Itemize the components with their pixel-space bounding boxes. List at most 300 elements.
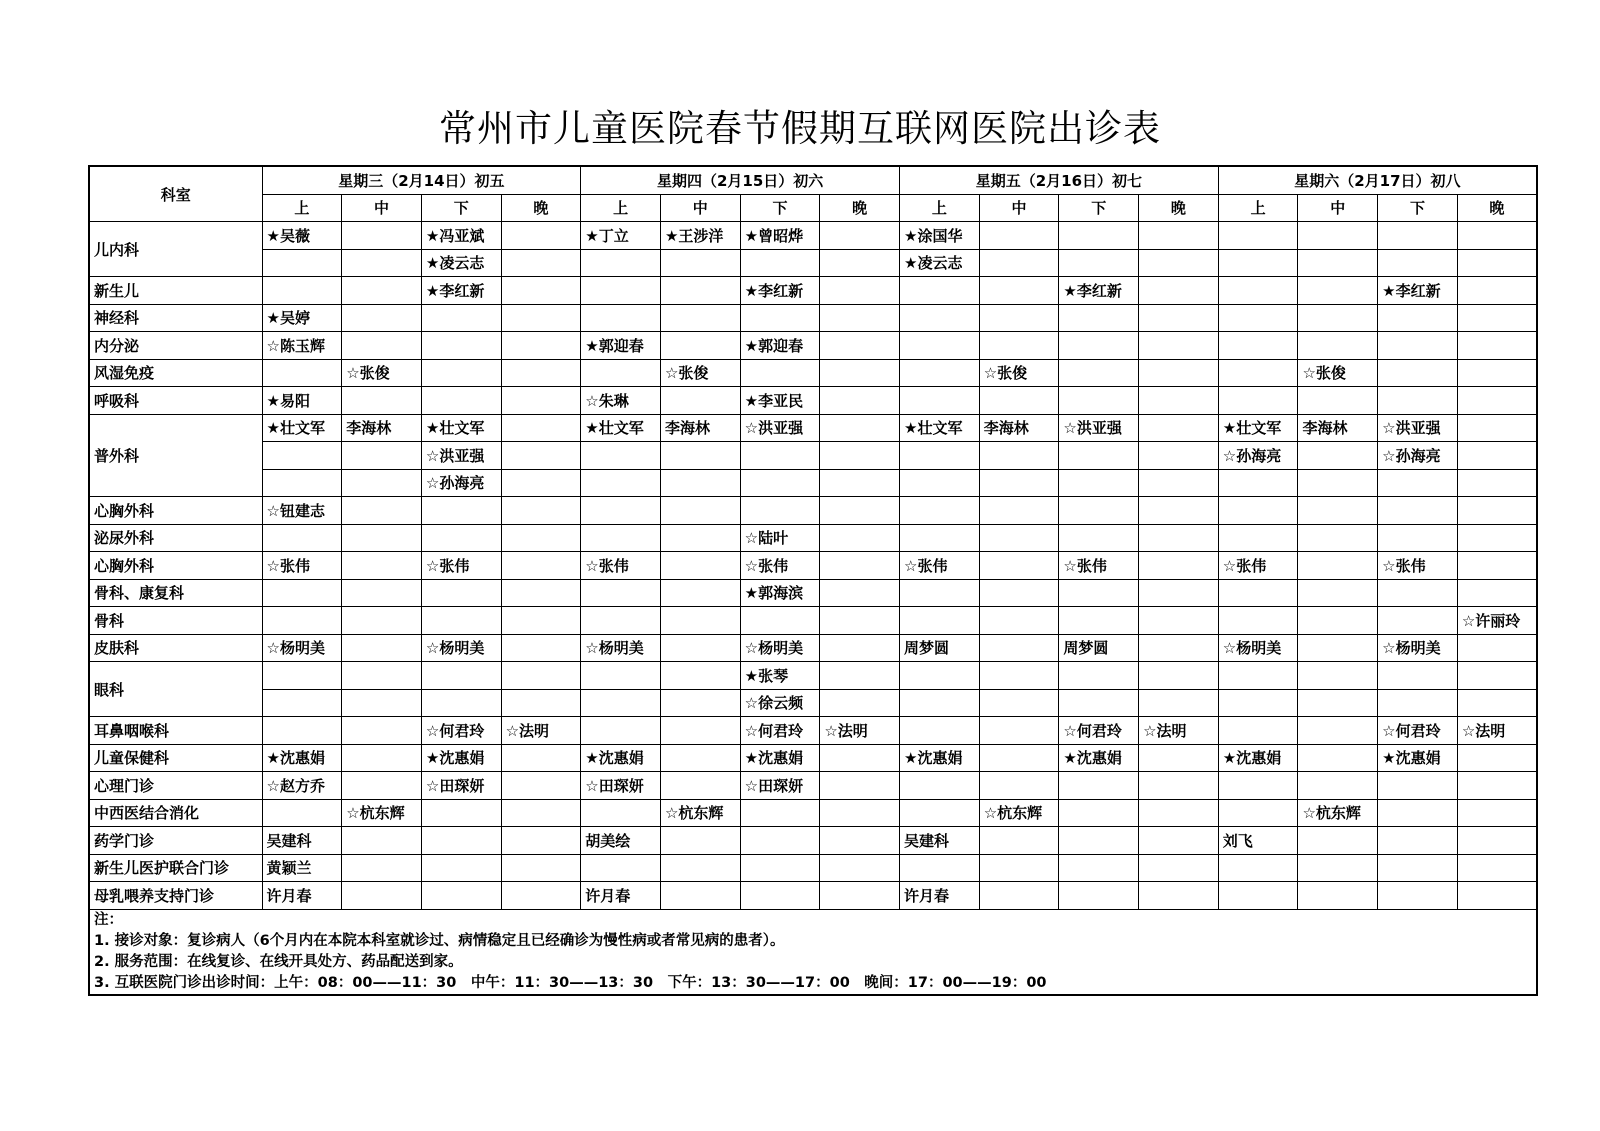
schedule-cell [1378,304,1458,332]
slot-header: 晚 [1139,194,1219,222]
schedule-cell [820,277,900,305]
schedule-cell [820,359,900,387]
day-header: 星期三（2月14日）初五 [262,166,581,194]
schedule-cell: ☆张伟 [581,552,661,580]
table-row [89,222,1537,250]
table-row [89,662,1537,690]
schedule-cell [1218,799,1298,827]
schedule-cell [979,882,1059,910]
schedule-cell [581,359,661,387]
schedule-cell [581,689,661,717]
schedule-cell [1298,469,1378,497]
schedule-cell [342,442,422,470]
schedule-cell [979,744,1059,772]
schedule-cell [342,552,422,580]
schedule-cell [501,524,581,552]
schedule-cell [1059,579,1139,607]
dept-cell: 母乳喂养支持门诊 [89,882,262,910]
schedule-cell: ★沈惠娟 [1378,744,1458,772]
schedule-cell [660,689,740,717]
schedule-cell [900,799,980,827]
schedule-cell [660,387,740,415]
table-row [89,854,1537,882]
schedule-cell [979,524,1059,552]
schedule-cell [501,469,581,497]
slot-header: 上 [262,194,342,222]
schedule-cell [1457,827,1537,855]
schedule-cell [1457,882,1537,910]
schedule-cell: ☆杭东辉 [342,799,422,827]
schedule-cell: ☆何君玲 [1059,717,1139,745]
schedule-cell [979,689,1059,717]
table-row [89,442,1537,470]
schedule-cell [1139,222,1219,250]
schedule-cell [660,662,740,690]
schedule-cell [1457,304,1537,332]
schedule-cell: ☆张伟 [1059,552,1139,580]
schedule-cell [1139,442,1219,470]
schedule-cell: 胡美绘 [581,827,661,855]
schedule-cell [501,827,581,855]
schedule-cell [1139,414,1219,442]
schedule-cell [342,469,422,497]
slot-header: 中 [979,194,1059,222]
dept-cell: 中西医结合消化 [89,799,262,827]
schedule-cell: ☆法明 [501,717,581,745]
table-row [89,387,1537,415]
schedule-cell [1457,277,1537,305]
schedule-cell [1457,414,1537,442]
schedule-cell [820,222,900,250]
schedule-cell [581,304,661,332]
schedule-cell: ★沈惠娟 [1059,744,1139,772]
schedule-cell [262,442,342,470]
schedule-cell [900,442,980,470]
schedule-cell [979,277,1059,305]
schedule-cell [979,772,1059,800]
schedule-cell: ☆田琛妍 [581,772,661,800]
schedule-cell [820,854,900,882]
slot-header: 下 [740,194,820,222]
dept-cell: 药学门诊 [89,827,262,855]
note-line: 2. 服务范围：在线复诊、在线开具处方、药品配送到家。 [94,953,463,970]
dept-cell: 皮肤科 [89,634,262,662]
schedule-cell [660,332,740,360]
schedule-cell [421,304,501,332]
schedule-cell [1298,854,1378,882]
schedule-cell [1378,524,1458,552]
schedule-cell: ☆何君玲 [740,717,820,745]
schedule-cell [1457,854,1537,882]
schedule-cell: 李海林 [342,414,422,442]
schedule-cell [740,854,820,882]
schedule-cell: ★吴婷 [262,304,342,332]
schedule-cell [900,497,980,525]
schedule-cell [501,359,581,387]
schedule-cell [1378,387,1458,415]
schedule-cell: ☆许丽玲 [1457,607,1537,635]
schedule-cell [1139,854,1219,882]
schedule-cell: ☆赵方乔 [262,772,342,800]
schedule-cell: 李海林 [979,414,1059,442]
table-row [89,579,1537,607]
schedule-cell [660,469,740,497]
dept-cell: 内分泌 [89,332,262,360]
schedule-cell [501,882,581,910]
schedule-cell: ★壮文军 [262,414,342,442]
table-row [89,634,1537,662]
schedule-cell [581,579,661,607]
schedule-cell: ☆张俊 [342,359,422,387]
schedule-cell [342,689,422,717]
schedule-cell: 许月春 [262,882,342,910]
schedule-cell [1139,359,1219,387]
schedule-cell: ★李红新 [421,277,501,305]
schedule-cell: ★吴薇 [262,222,342,250]
schedule-cell [660,579,740,607]
schedule-cell: ☆张伟 [421,552,501,580]
schedule-cell [900,689,980,717]
schedule-cell [1378,662,1458,690]
schedule-cell [660,524,740,552]
slot-header: 下 [421,194,501,222]
schedule-cell: ☆张伟 [900,552,980,580]
schedule-cell [1218,607,1298,635]
schedule-cell [421,332,501,360]
schedule-cell: ★李红新 [740,277,820,305]
schedule-cell: ★王涉洋 [660,222,740,250]
schedule-cell [900,662,980,690]
schedule-cell [1139,387,1219,415]
dept-cell: 眼科 [89,662,262,717]
schedule-cell: ☆法明 [1139,717,1219,745]
schedule-cell [820,799,900,827]
schedule-cell [820,634,900,662]
schedule-cell [421,854,501,882]
schedule-cell [979,332,1059,360]
schedule-cell [740,249,820,277]
schedule-cell: ☆杨明美 [262,634,342,662]
schedule-cell [1378,799,1458,827]
schedule-cell: ☆杨明美 [740,634,820,662]
schedule-cell [740,442,820,470]
schedule-cell [1457,359,1537,387]
schedule-cell: ☆孙海亮 [1218,442,1298,470]
schedule-cell: ★郭迎春 [581,332,661,360]
schedule-cell [581,607,661,635]
schedule-cell [1298,249,1378,277]
schedule-cell [342,607,422,635]
schedule-cell: ☆何君玲 [1378,717,1458,745]
notes-row [89,909,1537,995]
schedule-cell [660,277,740,305]
schedule-cell [1218,332,1298,360]
schedule-cell [1457,249,1537,277]
schedule-cell: ☆洪亚强 [740,414,820,442]
schedule-cell [1059,249,1139,277]
schedule-cell [1139,634,1219,662]
table-row [89,607,1537,635]
note-line: 1. 接诊对象：复诊病人（6个月内在本院本科室就诊过、病情稳定且已经确诊为慢性病或者常见病的患者）。 [94,932,785,949]
dept-cell: 儿内科 [89,222,262,277]
slot-header: 下 [1059,194,1139,222]
schedule-cell: ★壮文军 [581,414,661,442]
schedule-cell [262,469,342,497]
schedule-cell: ★李红新 [1059,277,1139,305]
schedule-cell: 李海林 [1298,414,1378,442]
schedule-cell [979,662,1059,690]
schedule-cell [501,607,581,635]
schedule-cell [979,717,1059,745]
schedule-cell [740,882,820,910]
schedule-cell [979,552,1059,580]
schedule-cell [660,854,740,882]
schedule-cell [262,359,342,387]
schedule-cell: ☆洪亚强 [421,442,501,470]
schedule-cell [660,717,740,745]
schedule-cell [1457,579,1537,607]
schedule-cell: 许月春 [581,882,661,910]
schedule-cell [342,634,422,662]
slot-header: 晚 [501,194,581,222]
schedule-cell [660,634,740,662]
schedule-cell [900,579,980,607]
schedule-cell [1457,387,1537,415]
schedule-cell [660,442,740,470]
schedule-cell [342,772,422,800]
schedule-cell [1378,882,1458,910]
schedule-cell [1059,799,1139,827]
schedule-cell [501,249,581,277]
schedule-cell [342,497,422,525]
schedule-cell [1457,772,1537,800]
schedule-cell [1059,524,1139,552]
schedule-cell: 黄颖兰 [262,854,342,882]
schedule-cell [262,607,342,635]
schedule-cell [820,332,900,360]
schedule-cell [1378,222,1458,250]
schedule-cell: ★郭迎春 [740,332,820,360]
schedule-cell [342,744,422,772]
schedule-cell: ☆孙海亮 [1378,442,1458,470]
schedule-cell: ☆洪亚强 [1059,414,1139,442]
schedule-cell [1218,359,1298,387]
dept-cell: 骨科、康复科 [89,579,262,607]
schedule-cell [820,827,900,855]
schedule-cell [1378,469,1458,497]
schedule-cell [501,442,581,470]
note-line: 3. 互联医院门诊出诊时间：上午：08：00——11：30 中午：11：30——13：30 下午：13：30——17：00 晚间：17：00——19：00 [94,974,1047,991]
schedule-cell [1298,387,1378,415]
schedule-cell [262,277,342,305]
schedule-cell: ★郭海滨 [740,579,820,607]
page-title: 常州市儿童医院春节假期互联网医院出诊表 [439,107,1161,150]
schedule-cell [342,304,422,332]
schedule-cell [979,579,1059,607]
schedule-cell [1457,689,1537,717]
schedule-cell: ☆朱琳 [581,387,661,415]
schedule-cell [660,772,740,800]
schedule-cell [421,607,501,635]
schedule-cell [342,662,422,690]
schedule-cell [1298,662,1378,690]
dept-cell: 心理门诊 [89,772,262,800]
slot-header: 上 [1218,194,1298,222]
schedule-cell: ☆杭东辉 [1298,799,1378,827]
schedule-cell [979,634,1059,662]
schedule-cell [501,304,581,332]
schedule-cell [262,662,342,690]
schedule-cell [740,469,820,497]
schedule-cell [660,249,740,277]
schedule-cell [1059,304,1139,332]
schedule-cell: ★凌云志 [900,249,980,277]
schedule-cell [1218,662,1298,690]
schedule-cell [1457,524,1537,552]
schedule-cell: ★沈惠娟 [740,744,820,772]
schedule-cell [581,524,661,552]
schedule-cell [1218,717,1298,745]
schedule-cell [1059,689,1139,717]
schedule-cell [581,799,661,827]
dept-cell: 风湿免疫 [89,359,262,387]
schedule-cell: ☆杨明美 [1218,634,1298,662]
schedule-cell [501,689,581,717]
schedule-cell: 许月春 [900,882,980,910]
schedule-cell [740,799,820,827]
schedule-cell [1298,744,1378,772]
schedule-cell [1457,497,1537,525]
table-row [89,882,1537,910]
schedule-cell [1139,304,1219,332]
table-row [89,552,1537,580]
schedule-cell [900,607,980,635]
schedule-cell [1139,607,1219,635]
slot-header: 中 [660,194,740,222]
day-header: 星期四（2月15日）初六 [581,166,900,194]
schedule-cell [820,607,900,635]
schedule-cell [660,607,740,635]
schedule-cell [1139,772,1219,800]
schedule-cell: ☆法明 [820,717,900,745]
schedule-cell: ☆田琛妍 [421,772,501,800]
schedule-cell [979,249,1059,277]
notes-section [89,909,1537,995]
schedule-cell [581,854,661,882]
schedule-cell: ☆法明 [1457,717,1537,745]
schedule-cell [820,882,900,910]
schedule-cell [820,469,900,497]
schedule-cell: ☆张俊 [1298,359,1378,387]
schedule-cell [501,414,581,442]
schedule-cell [1218,579,1298,607]
schedule-cell [900,469,980,497]
schedule-cell [740,607,820,635]
schedule-cell [820,744,900,772]
schedule-cell [1298,882,1378,910]
schedule-cell [1298,772,1378,800]
schedule-cell [820,387,900,415]
schedule-cell [1139,497,1219,525]
schedule-cell [1059,827,1139,855]
schedule-cell [1298,277,1378,305]
dept-cell: 泌尿外科 [89,524,262,552]
dept-cell: 普外科 [89,414,262,497]
schedule-cell [660,304,740,332]
table-row [89,359,1537,387]
dept-cell: 新生儿医护联合门诊 [89,854,262,882]
schedule-cell [421,579,501,607]
schedule-cell [501,277,581,305]
table-row [89,744,1537,772]
schedule-cell [421,387,501,415]
schedule-cell [979,387,1059,415]
schedule-cell [1218,387,1298,415]
schedule-cell [421,524,501,552]
schedule-cell: ☆张伟 [1218,552,1298,580]
schedule-cell [1218,277,1298,305]
schedule-cell [581,442,661,470]
table-row [89,414,1537,442]
schedule-cell [660,744,740,772]
schedule-cell [979,497,1059,525]
schedule-cell [820,552,900,580]
schedule-cell [342,387,422,415]
schedule-cell [1457,332,1537,360]
slot-header: 晚 [820,194,900,222]
schedule-cell [421,827,501,855]
schedule-cell [421,799,501,827]
schedule-cell [1378,497,1458,525]
schedule-cell: ★沈惠娟 [421,744,501,772]
schedule-cell [262,717,342,745]
schedule-cell [1457,442,1537,470]
schedule-cell [1218,882,1298,910]
schedule-cell: ★沈惠娟 [262,744,342,772]
schedule-cell [1298,607,1378,635]
schedule-cell [1298,579,1378,607]
schedule-cell [1298,689,1378,717]
table-row [89,524,1537,552]
schedule-cell [1457,662,1537,690]
schedule-cell [342,882,422,910]
schedule-cell [581,717,661,745]
schedule-cell [262,689,342,717]
schedule-cell [342,524,422,552]
schedule-cell: ☆陈玉辉 [262,332,342,360]
schedule-cell [900,772,980,800]
schedule-cell [1378,249,1458,277]
schedule-cell [1378,579,1458,607]
schedule-cell [979,469,1059,497]
schedule-cell [820,579,900,607]
table-row [89,772,1537,800]
schedule-cell [262,579,342,607]
schedule-cell [342,222,422,250]
schedule-cell [1298,332,1378,360]
schedule-cell [1298,442,1378,470]
schedule-cell [501,552,581,580]
schedule-cell: ★李红新 [1378,277,1458,305]
schedule-cell [342,277,422,305]
schedule-cell: ★易阳 [262,387,342,415]
dept-cell: 骨科 [89,607,262,635]
schedule-cell [1059,882,1139,910]
schedule-cell [1298,552,1378,580]
table-row [89,717,1537,745]
schedule-cell: 李海林 [660,414,740,442]
schedule-table [88,165,1538,996]
